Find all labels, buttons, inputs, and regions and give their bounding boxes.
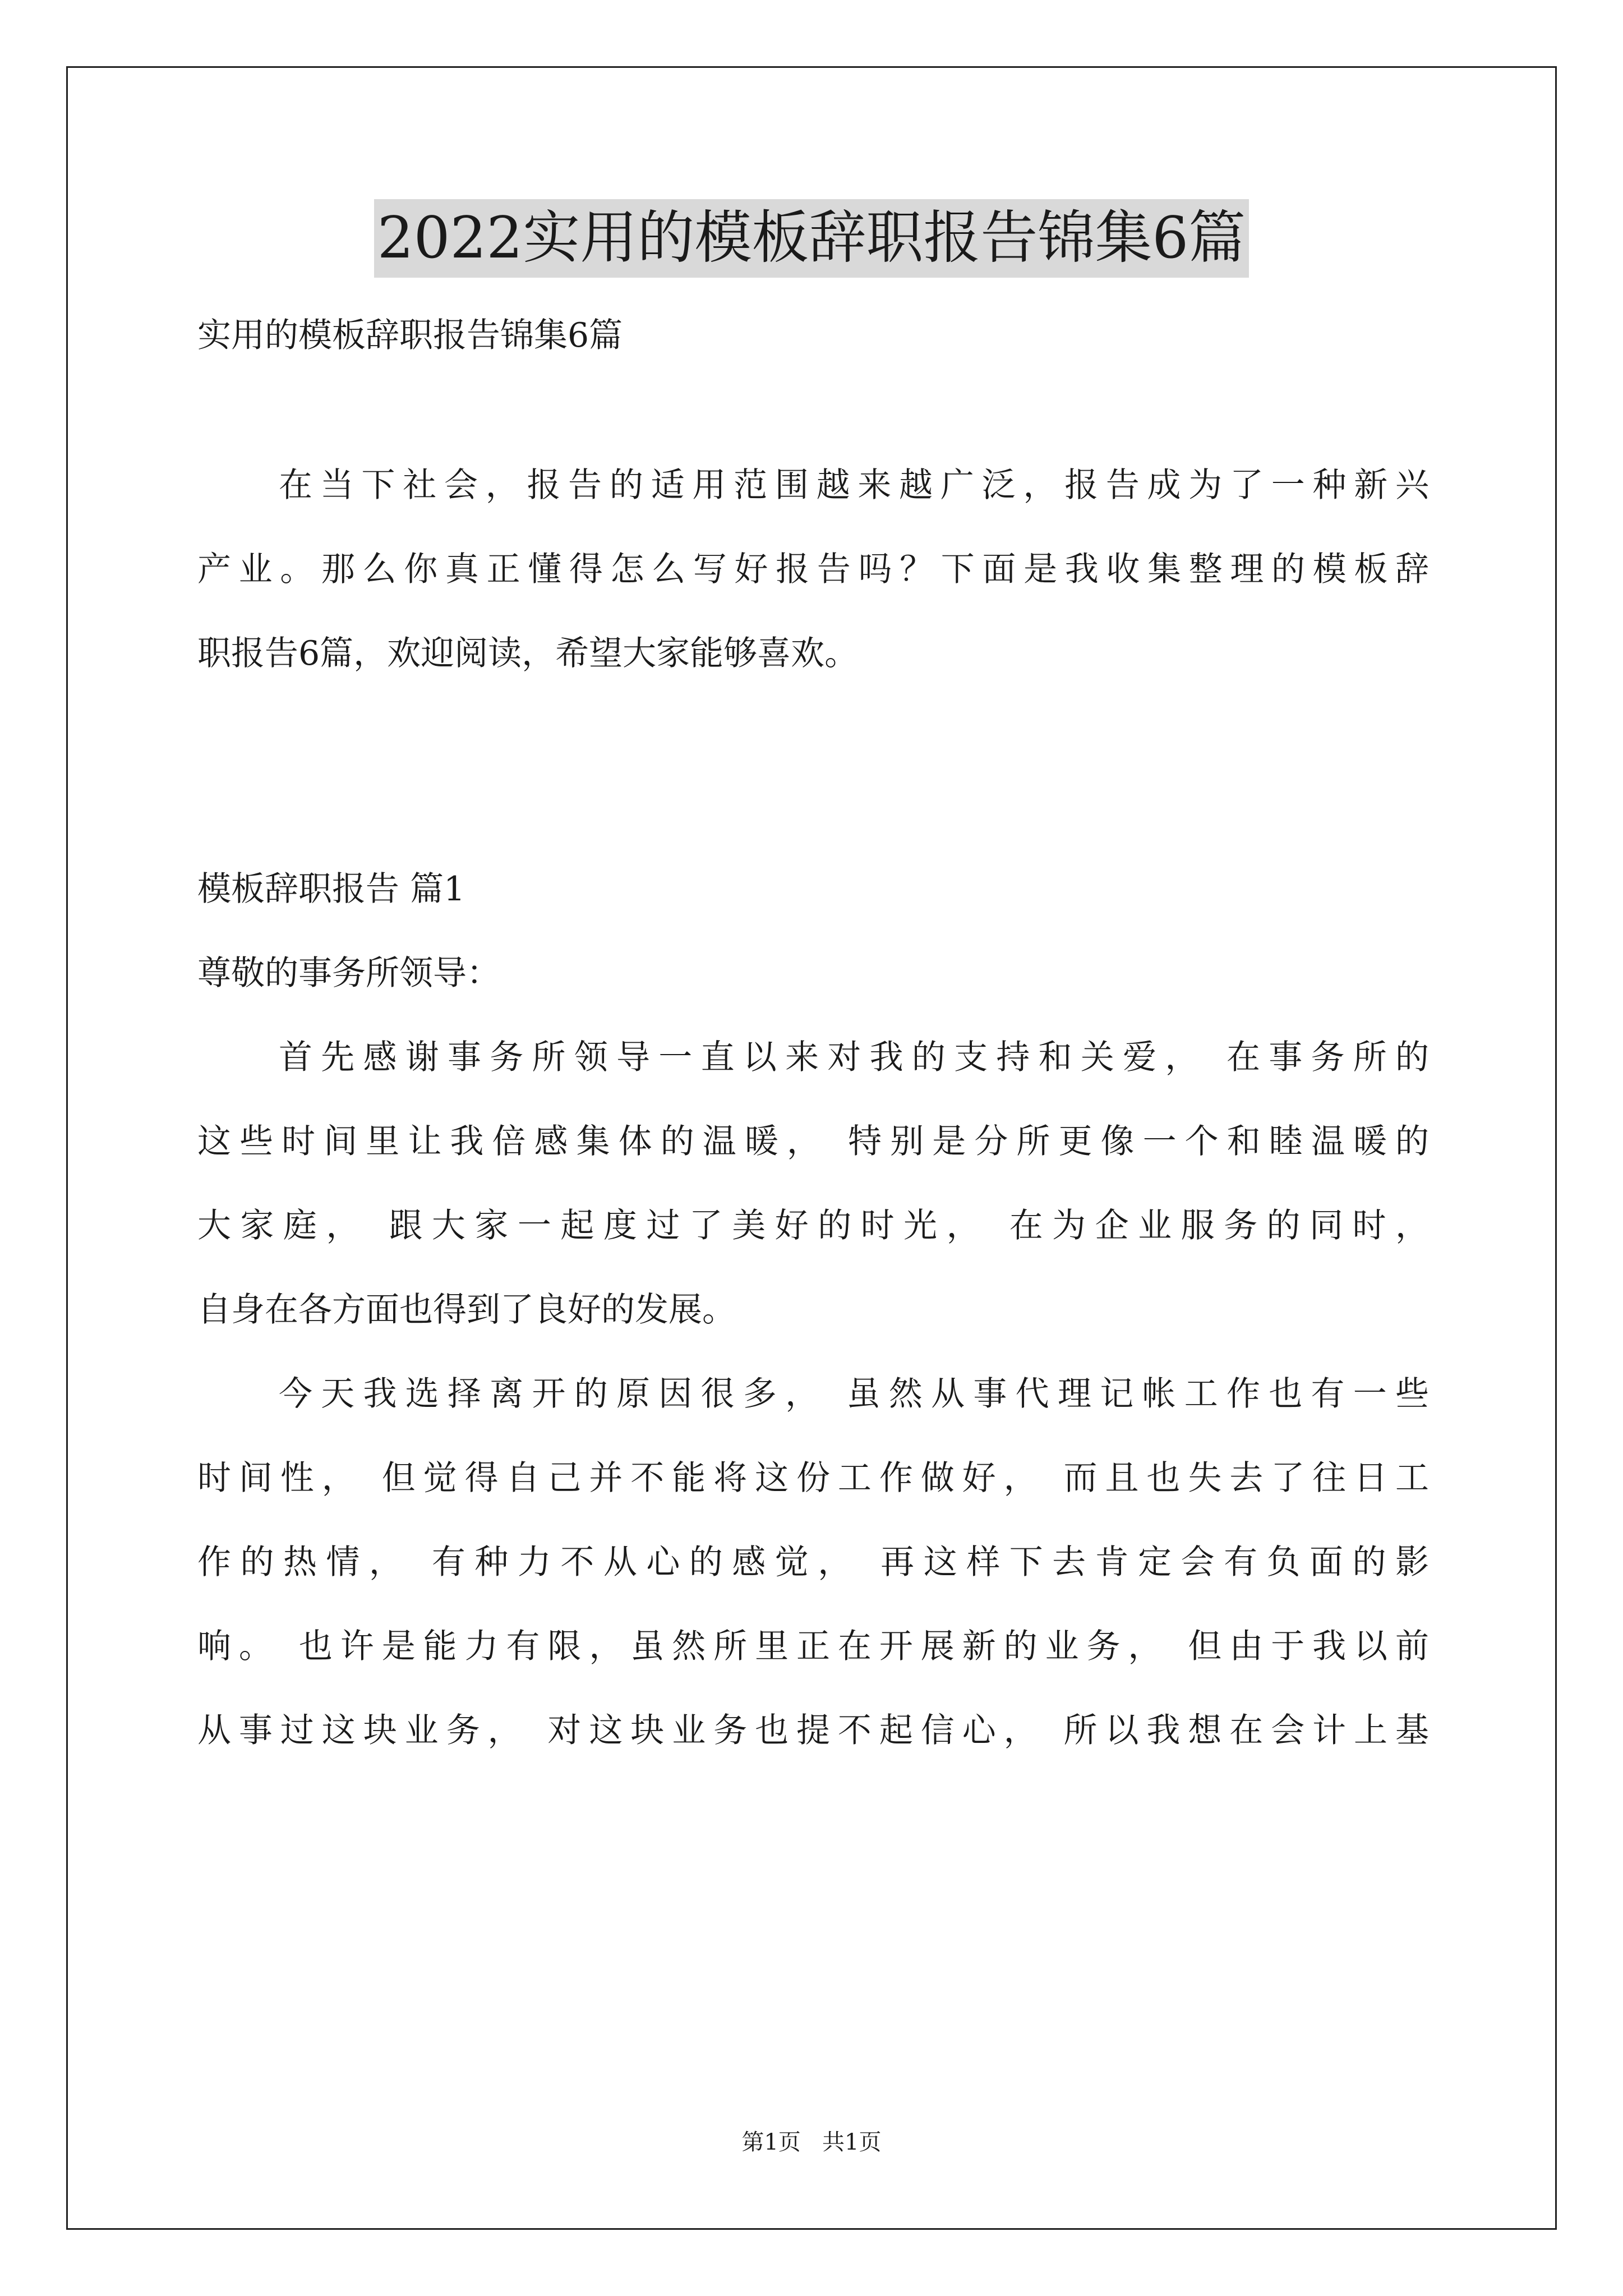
paragraph-line: 作的热情， 有种力不从心的感觉， 再这样下去肯定会有负面的影 <box>197 1543 1429 1582</box>
intro-line: 在当下社会，报告的适用范围越来越广泛，报告成为了一种新兴 <box>279 466 1429 505</box>
paragraph-line: 大家庭， 跟大家一起度过了美好的时光， 在为企业服务的同时， <box>197 1206 1429 1245</box>
paragraph-line: 首先感谢事务所领导一直以来对我的支持和关爱， 在事务所的 <box>279 1038 1429 1077</box>
paragraph-line: 今天我选择离开的原因很多， 虽然从事代理记帐工作也有一些 <box>279 1374 1429 1414</box>
intro-line: 职报告6篇，欢迎阅读，希望大家能够喜欢。 <box>197 634 859 673</box>
paragraph-line: 从事过这块业务， 对这块业务也提不起信心， 所以我想在会计上基 <box>197 1711 1429 1750</box>
title-container <box>0 199 1623 278</box>
paragraph-line: 响。 也许是能力有限，虽然所里正在开展新的业务， 但由于我以前 <box>197 1627 1429 1666</box>
page-footer: 第1页 共1页 <box>741 2129 882 2155</box>
intro-line: 产业。那么你真正懂得怎么写好报告吗？下面是我收集整理的模板辞 <box>197 550 1429 589</box>
salutation: 尊敬的事务所领导： <box>197 954 500 993</box>
paragraph-line: 时间性， 但觉得自己并不能将这份工作做好， 而且也失去了往日工 <box>197 1458 1429 1498</box>
document-title: 2022实用的模板辞职报告锦集6篇 <box>374 199 1249 278</box>
section-heading: 模板辞职报告 篇1 <box>197 869 465 909</box>
paragraph-line: 这些时间里让我倍感集体的温暖， 特别是分所更像一个和睦温暖的 <box>197 1122 1429 1161</box>
paragraph-line: 自身在各方面也得到了良好的发展。 <box>197 1290 736 1329</box>
document-subtitle: 实用的模板辞职报告锦集6篇 <box>197 316 623 355</box>
